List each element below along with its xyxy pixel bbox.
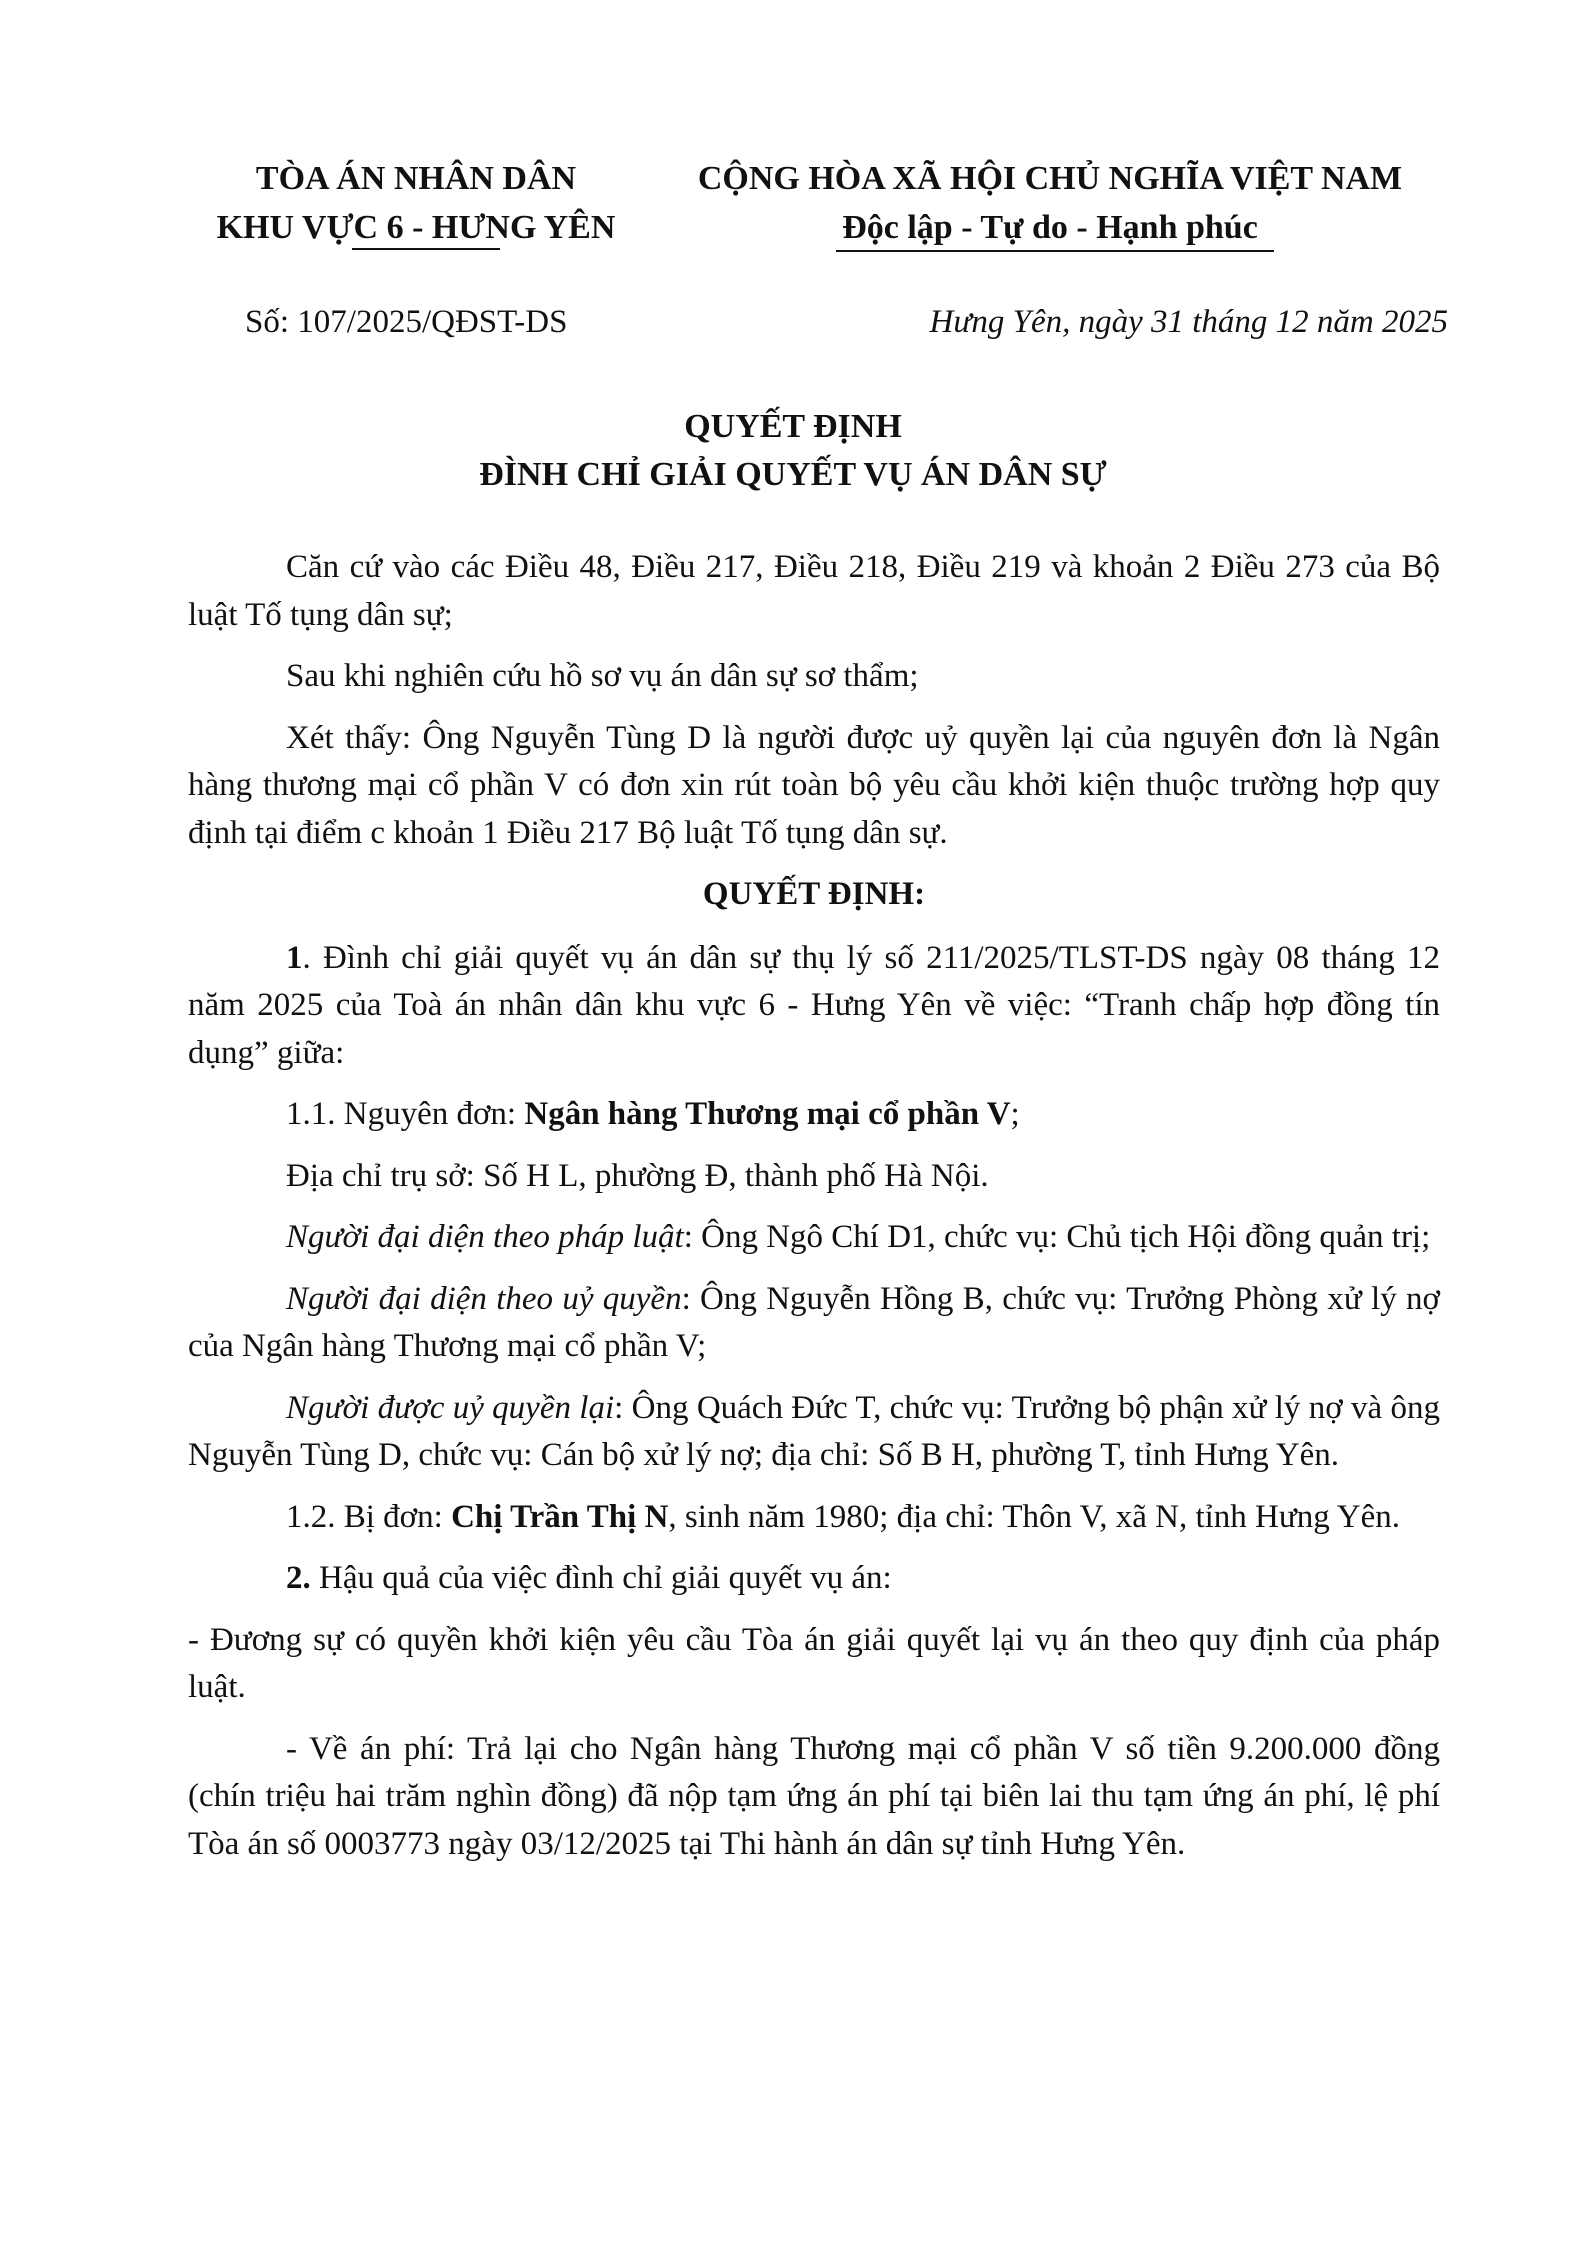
sub-auth-text: : Ông Quách Đức T, chức vụ: Trưởng bộ phận xử lý nợ và ông Nguyễn Tùng D, chức vụ: Cán bộ xử lý nợ; địa chỉ: Số B H, phường T, tỉnh Hưng Yên. — [188, 1389, 1441, 1473]
sub-authorized-persons — [188, 1385, 1440, 1480]
study-statement: Sau khi nghiên cứu hồ sơ vụ án dân sự sơ thẩm; — [286, 658, 919, 694]
item1-number: 1 — [286, 939, 303, 976]
document-body — [188, 544, 1440, 1882]
court-underline — [352, 248, 500, 250]
consequence-right-to-sue: - Đương sự có quyền khởi kiện yêu cầu Tòa án giải quyết lại vụ án theo quy định của pháp luật. — [188, 1621, 1440, 1705]
legal-rep-text: : Ông Ngô Chí D1, chức vụ: Chủ tịch Hội đồng quản trị; — [683, 1219, 1431, 1255]
decision-heading: QUYẾT ĐỊNH: — [702, 876, 926, 912]
plaintiff-suffix: ; — [1010, 1096, 1020, 1132]
item2-text: Hậu quả của việc đình chỉ giải quyết vụ án: — [310, 1560, 892, 1596]
court-region: KHU VỰC 6 - HƯNG YÊN — [216, 209, 616, 246]
place-date: Hưng Yên, ngày 31 tháng 12 năm 2025 — [929, 304, 1448, 340]
plaintiff-line — [188, 1091, 1440, 1139]
plaintiff-prefix: 1.1. Nguyên đơn: — [286, 1096, 525, 1132]
nation-name: CỘNG HÒA XÃ HỘI CHỦ NGHĨA VIỆT NAM — [697, 160, 1403, 197]
consideration: Xét thấy: Ông Nguyễn Tùng D là người được uỷ quyền lại của nguyên đơn là Ngân hàng thương mại cổ phần V có đơn xin rút toàn bộ yêu cầu khởi kiện thuộc trường hợp quy định tại điểm c khoản 1 Điều 217 Bộ luật Tố tụng dân sự. — [188, 719, 1440, 851]
title-line1: QUYẾT ĐỊNH — [684, 408, 902, 445]
document-title — [0, 403, 1586, 499]
auth-rep-label: Người đại diện theo uỷ quyền — [286, 1280, 682, 1317]
auth-rep-text: : Ông Nguyễn Hồng B, chức vụ: Trưởng Phòng xử lý nợ của Ngân hàng Thương mại cổ phần V; — [188, 1280, 1440, 1364]
nation-motto: Độc lập - Tự do - Hạnh phúc — [842, 209, 1258, 246]
motto-underline — [836, 250, 1274, 252]
plaintiff-address: Địa chỉ trụ sở: Số H L, phường Đ, thành phố Hà Nội. — [286, 1157, 989, 1194]
item1-text: . Đình chỉ giải quyết vụ án dân sự thụ lý số 211/2025/TLST-DS ngày 08 tháng 12 năm 2025 của Toà án nhân dân khu vực 6 - Hưng Yên về việc: “Tranh chấp hợp đồng tín dụng” giữa: — [188, 939, 1440, 1071]
plaintiff-name: Ngân hàng Thương mại cổ phần V — [524, 1096, 1011, 1132]
legal-basis: Căn cứ vào các Điều 48, Điều 217, Điều 218, Điều 219 và khoản 2 Điều 273 của Bộ luật Tố tụng dân sự; — [188, 549, 1440, 633]
court-name: TÒA ÁN NHÂN DÂN — [255, 160, 577, 197]
defendant-name: Chị Trần Thị N — [451, 1498, 669, 1535]
sub-auth-label: Người được uỷ quyền lại — [286, 1389, 615, 1426]
legal-rep-label: Người đại diện theo pháp luật — [286, 1219, 684, 1255]
court-header — [186, 154, 646, 252]
legal-representative — [188, 1214, 1440, 1262]
consequence-court-fee: - Về án phí: Trả lại cho Ngân hàng Thương mại cổ phần V số tiền 9.200.000 đồng (chín triệu hai trăm nghìn đồng) đã nộp tạm ứng án phí tại biên lai thu tạm ứng án phí, lệ phí Tòa án số 0003773 ngày 03/12/2025 tại Thi hành án dân sự tỉnh Hưng Yên. — [188, 1730, 1440, 1862]
authorized-representative — [188, 1276, 1440, 1371]
defendant-line — [188, 1494, 1440, 1542]
item2-number: 2. — [286, 1560, 311, 1596]
title-line2: ĐÌNH CHỈ GIẢI QUYẾT VỤ ÁN DÂN SỰ — [479, 456, 1107, 493]
document-number: Số: 107/2025/QĐST-DS — [245, 304, 568, 340]
defendant-suffix: , sinh năm 1980; địa chỉ: Thôn V, xã N, tỉnh Hưng Yên. — [668, 1498, 1401, 1535]
defendant-prefix: 1.2. Bị đơn: — [286, 1498, 452, 1535]
decision-item-2 — [188, 1555, 1440, 1603]
national-header — [650, 154, 1450, 252]
decision-item-1 — [188, 935, 1440, 1078]
